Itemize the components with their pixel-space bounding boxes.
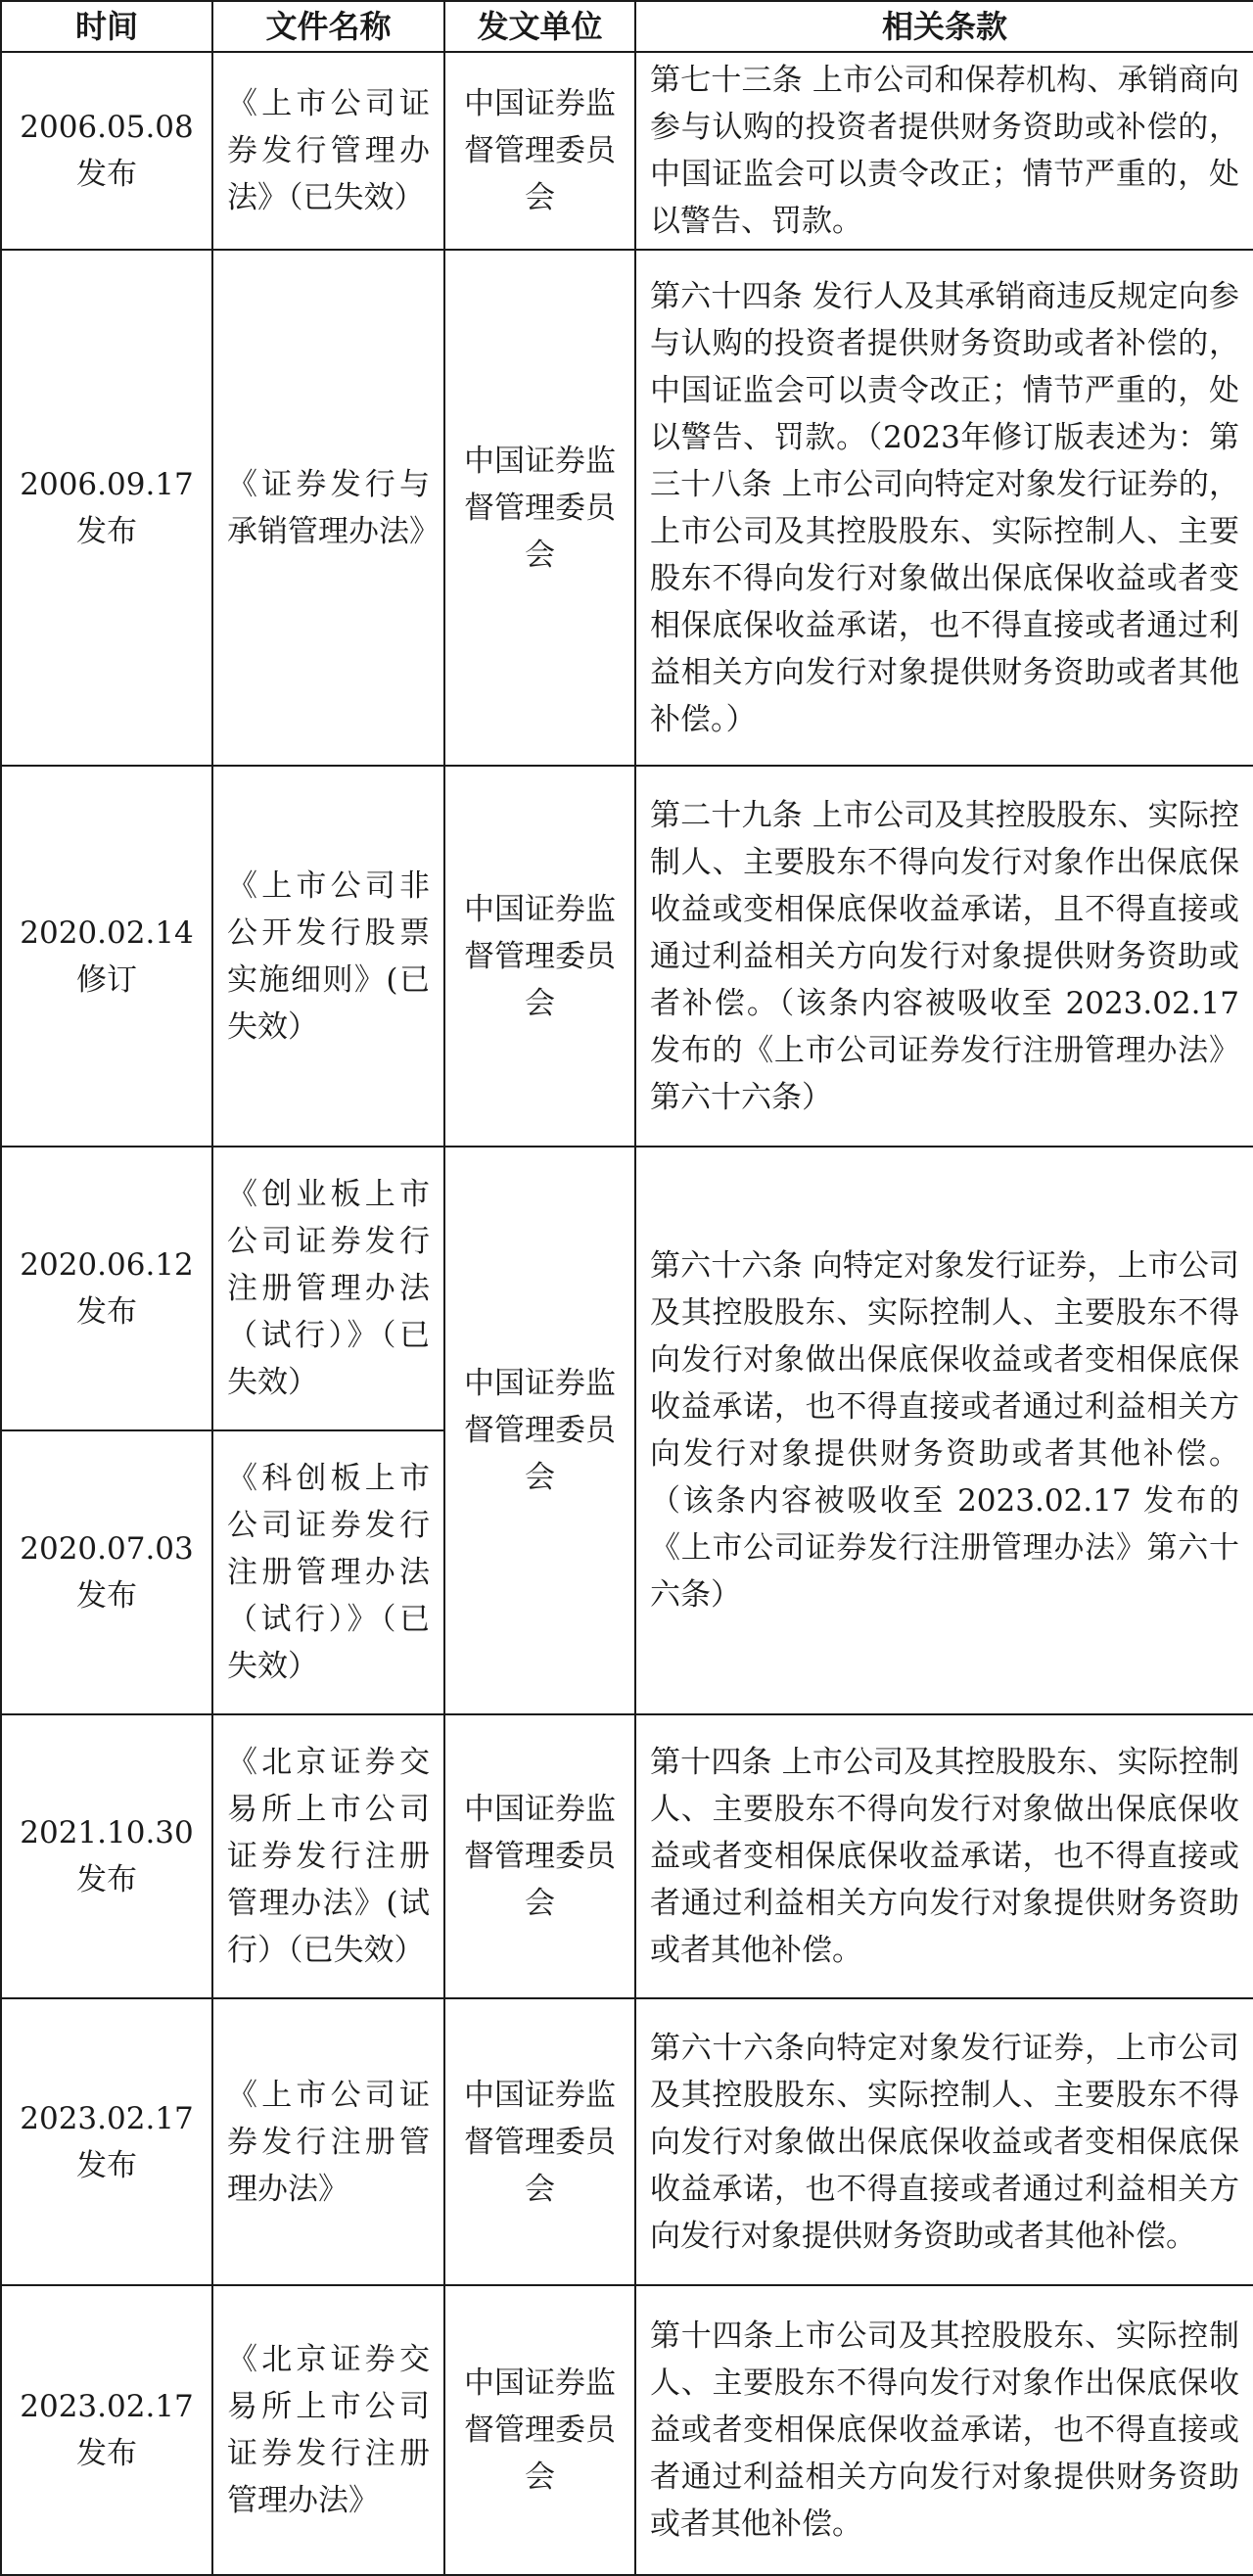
table-row <box>1 250 1253 766</box>
issuer: 中国证券监督管理委员会 <box>444 1147 635 1714</box>
table-row <box>1 52 1253 250</box>
time-cell <box>1 1430 212 1714</box>
status: 发布 <box>76 1862 137 1897</box>
date: 2020.06.12 <box>20 1247 194 1283</box>
date: 2021.10.30 <box>20 1815 194 1850</box>
document-name: 《上市公司非公开发行股票实施细则》(已失效） <box>212 766 444 1147</box>
status: 发布 <box>76 2436 137 2471</box>
status: 发布 <box>76 1578 137 1614</box>
time-cell <box>1 2285 212 2575</box>
date: 2006.09.17 <box>20 466 194 502</box>
issuer: 中国证券监督管理委员会 <box>444 52 635 250</box>
header-clause: 相关条款 <box>635 1 1253 52</box>
issuer: 中国证券监督管理委员会 <box>444 2285 635 2575</box>
header-row <box>1 1 1253 52</box>
time-cell <box>1 250 212 766</box>
table-row <box>1 1998 1253 2285</box>
status: 发布 <box>76 1294 137 1330</box>
document-name: 《上市公司证券发行注册管理办法》 <box>212 1998 444 2285</box>
clause: 第六十六条向特定对象发行证券，上市公司及其控股股东、实际控制人、主要股东不得向发行对象做出保底保收益或者变相保底保收益承诺，也不得直接或者通过利益相关方向发行对象提供财务资助或者其他补偿。 <box>635 1998 1253 2285</box>
date: 2006.05.08 <box>20 110 194 145</box>
document-name: 《北京证券交易所上市公司证券发行注册管理办法》 <box>212 2285 444 2575</box>
clause: 第七十三条 上市公司和保荐机构、承销商向参与认购的投资者提供财务资助或补偿的，中国证监会可以责令改正；情节严重的，处以警告、罚款。 <box>635 52 1253 250</box>
date: 2020.02.14 <box>20 914 194 951</box>
issuer: 中国证券监督管理委员会 <box>444 766 635 1147</box>
issuer: 中国证券监督管理委员会 <box>444 250 635 766</box>
time-cell <box>1 1147 212 1430</box>
issuer: 中国证券监督管理委员会 <box>444 1998 635 2285</box>
date: 2023.02.17 <box>20 2389 194 2424</box>
status: 发布 <box>76 157 137 192</box>
header-document-name: 文件名称 <box>212 1 444 52</box>
document-name: 《证券发行与承销管理办法》 <box>212 250 444 766</box>
table-row <box>1 1714 1253 1998</box>
document-name: 《创业板上市公司证券发行注册管理办法（试行）》（已失效） <box>212 1147 444 1430</box>
time-cell <box>1 52 212 250</box>
table-row <box>1 2285 1253 2575</box>
time-cell <box>1 1998 212 2285</box>
clause: 第十四条上市公司及其控股股东、实际控制人、主要股东不得向发行对象作出保底保收益或者变相保底保收益承诺，也不得直接或者通过利益相关方向发行对象提供财务资助或者其他补偿。 <box>635 2285 1253 2575</box>
time-cell <box>1 1714 212 1998</box>
header-time: 时间 <box>1 1 212 52</box>
time-cell <box>1 766 212 1147</box>
document-name: 《上市公司证券发行管理办法》（已失效） <box>212 52 444 250</box>
date: 2023.02.17 <box>20 2100 194 2136</box>
document-name: 《科创板上市公司证券发行注册管理办法（试行）》（已失效） <box>212 1430 444 1714</box>
table-row <box>1 1147 1253 1430</box>
clause: 第六十四条 发行人及其承销商违反规定向参与认购的投资者提供财务资助或者补偿的，中国证监会可以责令改正；情节严重的，处以警告、罚款。（2023年修订版表述为：第三十八条 上市公司向特定对象发行证券的，上市公司及其控股股东、实际控制人、主要股东不得向发行对象做出保底保收益或者变相保底保收益承诺，也不得直接或者通过利益相关方向发行对象提供财务资助或者其他补偿。） <box>635 250 1253 766</box>
header-issuer: 发文单位 <box>444 1 635 52</box>
table-row <box>1 766 1253 1147</box>
clause: 第二十九条 上市公司及其控股股东、实际控制人、主要股东不得向发行对象作出保底保收益或变相保底保收益承诺，且不得直接或通过利益相关方向发行对象提供财务资助或者补偿。（该条内容被吸收至 2023.02.17 发布的《上市公司证券发行注册管理办法》第六十六条） <box>635 766 1253 1147</box>
issuer: 中国证券监督管理委员会 <box>444 1714 635 1998</box>
clause: 第六十六条 向特定对象发行证券，上市公司及其控股股东、实际控制人、主要股东不得向发行对象做出保底保收益或者变相保底保收益承诺，也不得直接或者通过利益相关方向发行对象提供财务资助或者其他补偿。（该条内容被吸收至 2023.02.17 发布的《上市公司证券发行注册管理办法》第六十六条） <box>635 1147 1253 1714</box>
status: 修订 <box>76 961 137 998</box>
status: 发布 <box>76 2147 137 2183</box>
status: 发布 <box>76 513 137 549</box>
document-name: 《北京证券交易所上市公司证券发行注册管理办法》(试行）（已失效） <box>212 1714 444 1998</box>
date: 2020.07.03 <box>20 1531 194 1567</box>
clause: 第十四条 上市公司及其控股股东、实际控制人、主要股东不得向发行对象做出保底保收益或者变相保底保收益承诺，也不得直接或者通过利益相关方向发行对象提供财务资助或者其他补偿。 <box>635 1714 1253 1998</box>
